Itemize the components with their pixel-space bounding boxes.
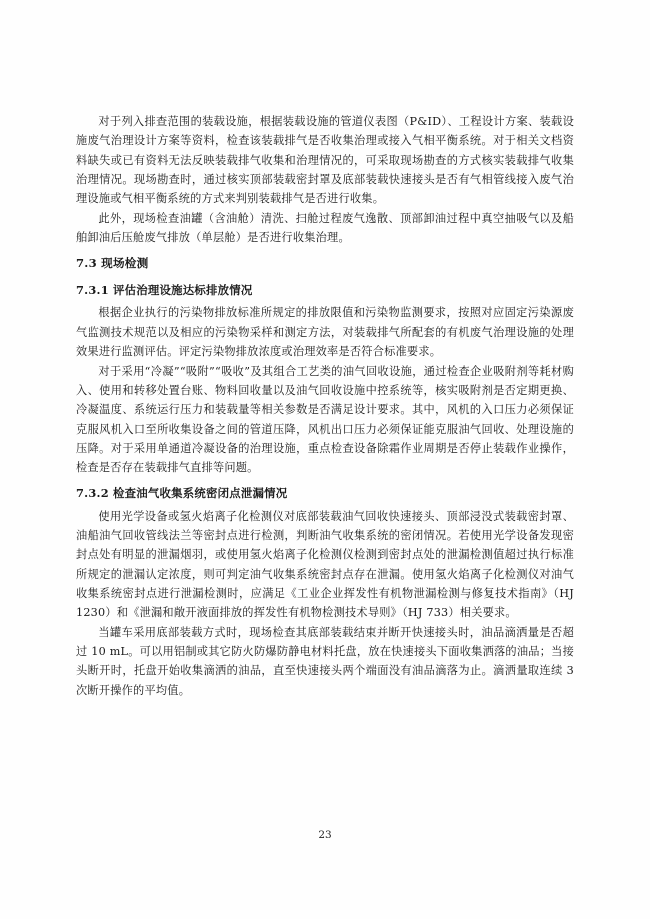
page-number: 23 [318, 829, 332, 841]
para-tank-cleaning-inspection: 此外，现场检查油罐（含油舱）清洗、扫舱过程废气逸散、顶部卸油过程中真空抽吸气以及船舶卸油后压舱废气排放（单层舱）是否进行收集治理。 [76, 211, 574, 245]
heading-7-3-2-leak-detection: 7.3.2 检查油气收集系统密闭点泄漏情况 [76, 486, 288, 501]
para-condensation-adsorption: 对于采用“冷凝”“吸附”“吸收”及其组合工艺类的油气回收设施，通过检查企业吸附剂等耗材购入、使用和转移处置台账、物料回收量以及油气回收设施中控系统等，核实吸附剂是否定期更换、冷凝温度、系统运行压力和装载量等相关参数是否满足设计要求。其中，风机的入口压力必须保证克服风机入口至所收集设备之间的管道压降，风机出口压力必须保证能克服油气回收、处理设施的压降。对于采用单通道冷凝设备的治理设施，重点检查设备除霜作业周期是否停止装载作业操作，检查是否存在装载排气直排等问题。 [76, 364, 574, 475]
heading-7-3-1-assess-treatment: 7.3.1 评估治理设施达标排放情况 [76, 283, 253, 298]
heading-7-3-onsite-detection: 7.3 现场检测 [76, 256, 149, 271]
para-scope-loading-facilities: 对于列入排查范围的装载设施，根据装载设施的管道仪表图（P&ID）、工程设计方案、装载设施废气治理设计方案等资料，检查该装载排气是否收集治理或接入气相平衡系统。对于相关文档资料缺失或已有资料无法反映装载排气收集和治理情况的，可采取现场勘查的方式核实装载排气收集治理情况。现场勘查时，通过核实顶部装载密封罩及底部装载快速接头是否有气相管线接入废气治理设施或气相平衡系统的方式来判别装载排气是否进行收集。 [76, 115, 574, 206]
para-monitoring-standards: 根据企业执行的污染物排放标准所规定的排放限值和污染物监测要求，按照对应固定污染源废气监测技术规范以及相应的污染物采样和测定方法，对装载排气所配套的有机废气治理设施的处理效果进行监测评估。评定污染物排放浓度或治理效率是否符合标准要求。 [76, 306, 574, 358]
para-optical-fid-detection: 使用光学设备或氢火焰离子化检测仪对底部装载油气回收快速接头、顶部浸没式装载密封罩、油船油气回收管线法兰等密封点进行检测，判断油气收集系统的密闭情况。若使用光学设备发现密封点处有明显的泄漏烟羽，或使用氢火焰离子化检测仪检测到密封点处的泄漏检测值超过执行标准所规定的泄漏认定浓度，则可判定油气收集系统密封点存在泄漏。使用氢火焰离子化检测仪对油气收集系统密封点进行泄漏检测时，应满足《工业企业挥发性有机物泄漏检测与修复技术指南》（HJ 1230）和《泄漏和敞开液面排放的挥发性有机物检测技术导则》（HJ 733）相关要求。 [76, 509, 574, 620]
document-body [76, 112, 574, 700]
para-bottom-loading-drip: 当罐车采用底部装载方式时，现场检查其底部装载结束并断开快速接头时，油品滴洒量是否超过 10 mL。可以用铝制或其它防火防爆防静电材料托盘，放在快速接头下面收集洒落的油品；当接头断开时，托盘开始收集滴洒的油品，直至快速接头两个端面没有油品滴落为止。滴洒量取连续 3 次断开操作的平均值。 [76, 625, 574, 697]
